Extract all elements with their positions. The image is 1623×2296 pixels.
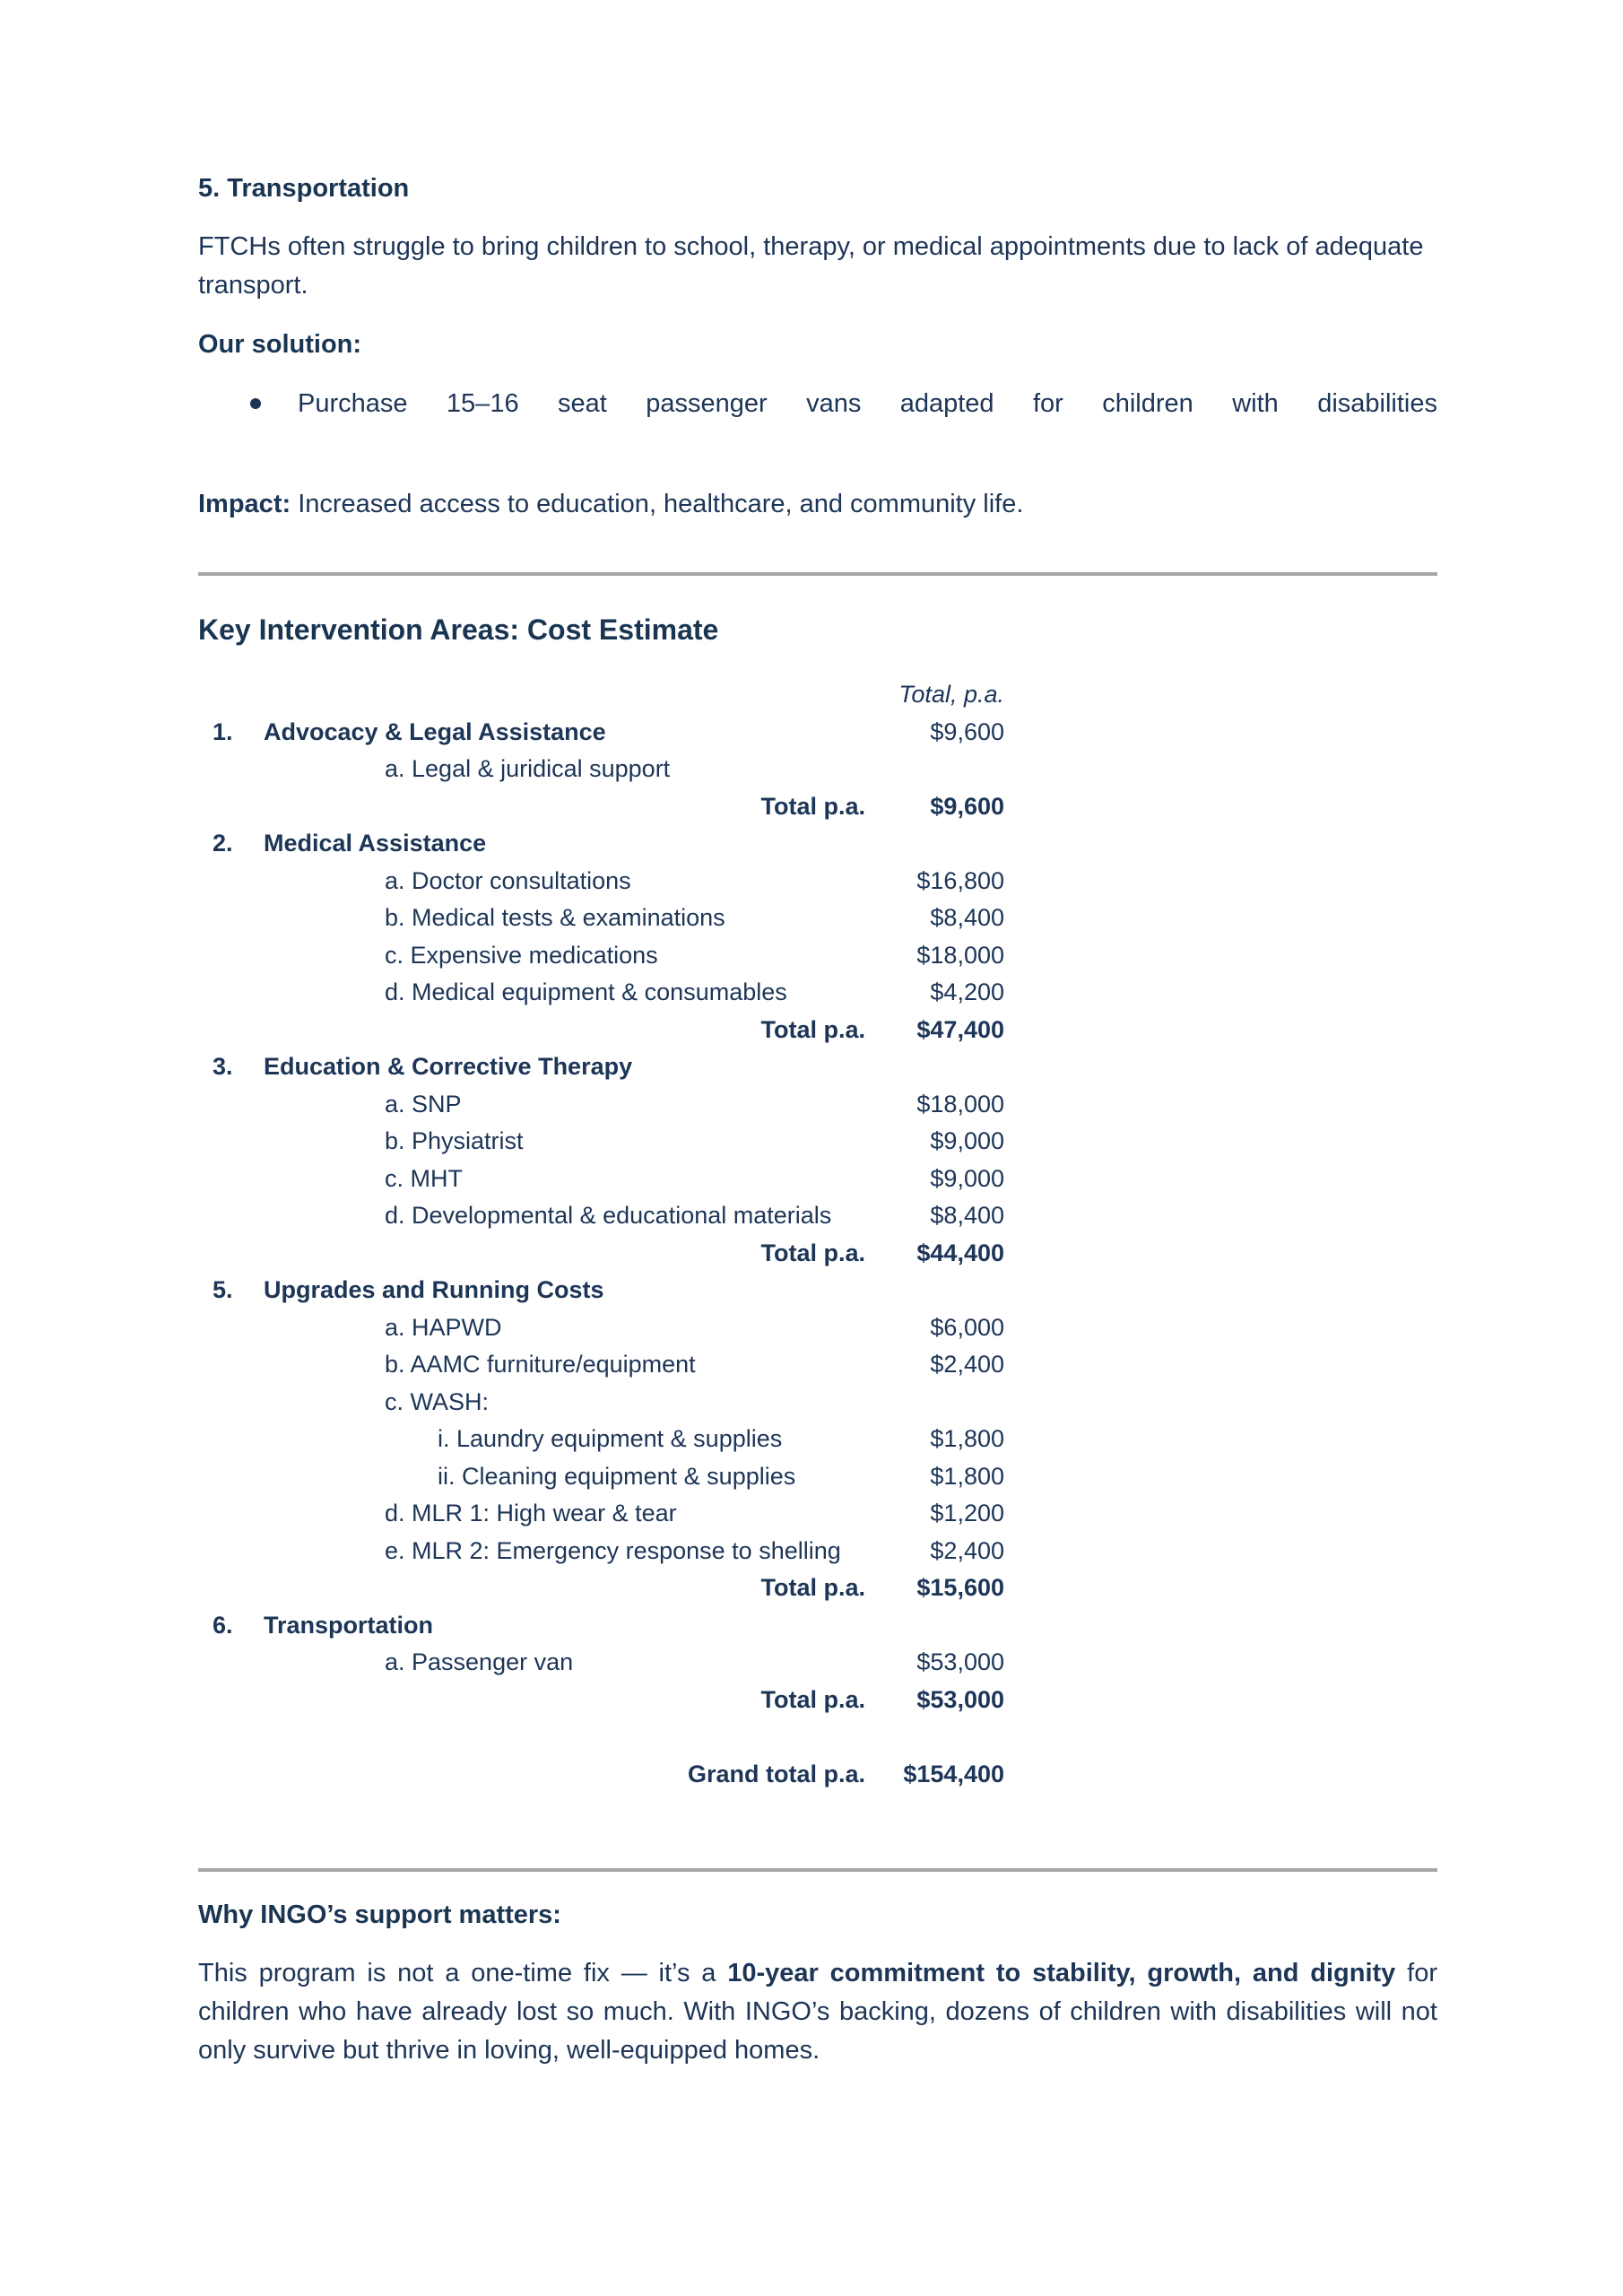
line-item-row [198,1384,1437,1422]
category-total-row [198,788,1437,826]
category-total-row [198,1570,1437,1607]
category-number: 3. [213,1053,233,1080]
line-item-amount: $1,800 [930,1462,1004,1490]
impact-text: Increased access to education, healthcare, and community life. [291,490,1024,518]
category-total-amount: $9,600 [930,792,1004,820]
line-item-label: a. HAPWD [385,1313,502,1341]
line-item-row [198,1533,1437,1570]
line-item-label: d. Medical equipment & consumables [385,978,787,1005]
line-item-label: i. Laundry equipment & supplies [438,1425,783,1452]
line-item-label: a. Legal & juridical support [385,755,671,782]
line-item-amount: $2,400 [930,1536,1004,1564]
line-item-row [198,1309,1437,1347]
category-name: Transportation [264,1611,434,1639]
column-header: Total, p.a. [898,681,1004,708]
category-total-label: Total p.a. [760,792,865,820]
line-item-amount: $53,000 [916,1648,1004,1675]
category-amount: $9,600 [930,718,1004,745]
column-header-row [198,676,1437,714]
closing-text-end: for children who have already lost so much. With INGO’s backing, dozens of children with disabilities will not only survive but thrive in loving, well-equipped homes. [198,1959,1437,2065]
line-item-label: b. AAMC furniture/equipment [385,1351,696,1378]
closing-text-start: This program is not a one-time fix — it’s a [198,1959,728,1987]
line-item-row [198,1346,1437,1384]
category-name: Advocacy & Legal Assistance [264,718,606,745]
line-item-label: a. Passenger van [385,1648,574,1675]
line-item-label: e. MLR 2: Emergency response to shelling [385,1536,841,1564]
impact-statement [198,486,1437,522]
transportation-problem: FTCHs often struggle to bring children to school, therapy, or medical appointments due to lack of adequate transport. [198,232,1424,300]
grand-total-amount: $154,400 [903,1760,1004,1787]
line-item-label: c. MHT [385,1164,463,1192]
category-name: Upgrades and Running Costs [264,1276,604,1303]
bullet-icon [250,398,261,409]
table-spacer [198,1718,1437,1756]
line-item-amount: $9,000 [930,1164,1004,1192]
line-item-label: c. WASH: [385,1387,490,1415]
line-item-amount: $1,200 [930,1500,1004,1526]
line-item-row [198,1123,1437,1161]
category-row [198,1607,1437,1645]
line-item-amount: $2,400 [930,1351,1004,1378]
grand-total-row [198,1756,1437,1794]
line-item-row [198,1495,1437,1533]
category-row [198,825,1437,863]
category-total-amount: $53,000 [916,1685,1004,1713]
category-name: Medical Assistance [264,830,487,857]
category-total-label: Total p.a. [760,1239,865,1266]
category-total-amount: $15,600 [916,1574,1004,1601]
line-item-label: b. Physiatrist [385,1127,524,1154]
line-item-label: b. Medical tests & examinations [385,904,725,931]
line-item-label: a. SNP [385,1090,462,1118]
line-item-row [198,1458,1437,1496]
category-number: 1. [213,718,233,745]
line-item-label: d. MLR 1: High wear & tear [385,1500,677,1526]
category-total-amount: $44,400 [916,1239,1004,1266]
line-item-row [198,1197,1437,1235]
category-total-label: Total p.a. [760,1685,865,1713]
category-row [198,1272,1437,1309]
line-item-label: d. Developmental & educational materials [385,1202,832,1229]
category-total-row [198,1012,1437,1049]
line-item-amount: $6,000 [930,1313,1004,1341]
solution-bullet-text: Purchase 15–16 seat passenger vans adapted for children with disabilities [298,388,1437,418]
cost-estimate-table [198,676,1437,1793]
line-item-row [198,1161,1437,1198]
line-item-label: c. Expensive medications [385,941,658,969]
line-item-amount: $4,200 [930,978,1004,1005]
line-item-row [198,900,1437,937]
line-item-row [198,751,1437,788]
category-row [198,1048,1437,1086]
line-item-amount: $1,800 [930,1425,1004,1452]
grand-total-label: Grand total p.a. [687,1760,865,1787]
line-item-amount: $18,000 [916,1090,1004,1118]
horizontal-divider [198,1868,1437,1872]
line-item-amount: $16,800 [916,866,1004,894]
line-item-row [198,863,1437,900]
category-total-row [198,1682,1437,1719]
line-item-amount: $8,400 [930,904,1004,931]
closing-text-emphasis: 10-year commitment to stability, growth, and dignity [727,1959,1396,1987]
why-support-heading: Why INGO’s support matters: [198,1900,561,1929]
line-item-amount: $18,000 [916,941,1004,969]
solution-label: Our solution: [198,330,362,359]
line-item-row [198,937,1437,975]
category-total-label: Total p.a. [760,1015,865,1043]
line-item-label: ii. Cleaning equipment & supplies [438,1462,796,1490]
solution-bullet [198,386,1437,422]
line-item-amount: $8,400 [930,1202,1004,1229]
category-number: 2. [213,830,233,857]
category-total-row [198,1235,1437,1273]
impact-label: Impact: [198,490,291,518]
category-total-amount: $47,400 [916,1015,1004,1043]
horizontal-divider [198,572,1437,576]
line-item-row [198,1086,1437,1124]
category-number: 5. [213,1276,233,1303]
line-item-row [198,1421,1437,1458]
closing-paragraph [198,1954,1437,2070]
category-name: Education & Corrective Therapy [264,1053,633,1080]
cost-estimate-heading: Key Intervention Areas: Cost Estimate [198,613,719,646]
line-item-amount: $9,000 [930,1127,1004,1154]
transportation-heading: 5. Transportation [198,174,410,203]
line-item-row [198,1644,1437,1682]
category-total-label: Total p.a. [760,1574,865,1601]
line-item-row [198,974,1437,1012]
category-number: 6. [213,1611,233,1639]
page-content [198,170,1437,2096]
category-row [198,714,1437,752]
line-item-label: a. Doctor consultations [385,866,631,894]
